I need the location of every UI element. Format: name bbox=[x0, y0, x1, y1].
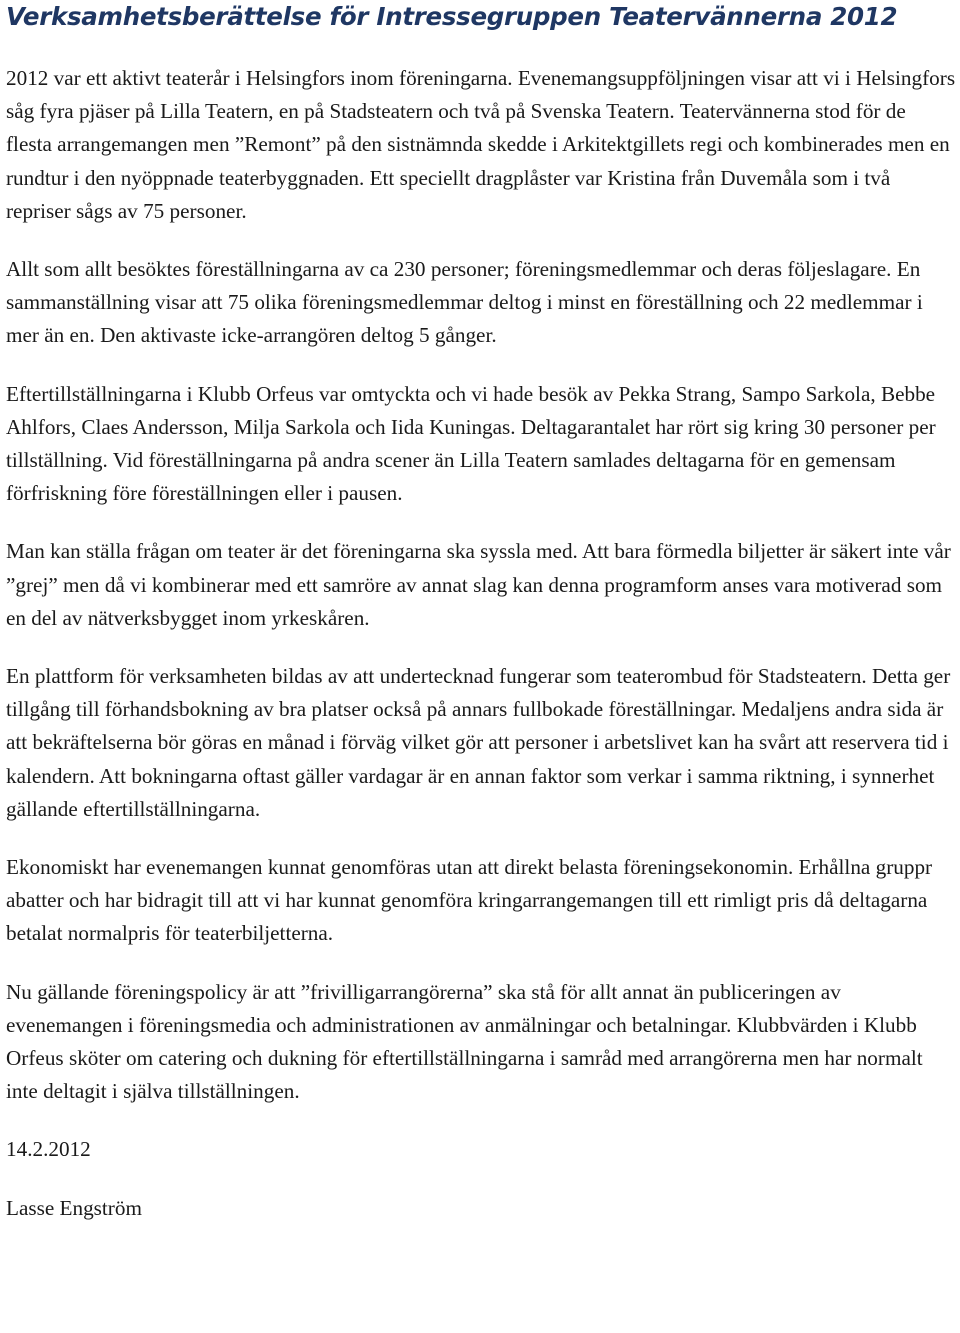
paragraph-platform: En plattform för verksamheten bildas av att undertecknad fungerar som teaterombud för Stadsteatern. Detta ger tillgång till förhandsbokning av bra platser också på annars fullbokade föreställningar. Medaljens andra sida är att bekräftelserna bör göras en månad i förväg vilket gör att personer i arbetslivet kan ha svårt att reservera tid i kalendern. Att bokningarna oftast gäller vardagar är en annan faktor som verkar i samma riktning, i synnerhet gällande eftertillställningarna. bbox=[6, 664, 951, 821]
document-signature: Lasse Engström bbox=[6, 1195, 142, 1220]
document-date: 14.2.2012 bbox=[6, 1137, 91, 1162]
paragraph-after-parties: Eftertillställningarna i Klubb Orfeus var omtyckta och vi hade besök av Pekka Strang, Sampo Sarkola, Bebbe Ahlfors, Claes Andersson, Milja Sarkola och Iida Kuningas. Deltagarantalet har rört sig kring 30 personer per tillställning. Vid föreställningarna på andra scener än Lilla Teatern samlades deltagarna för en gemensam förfriskning före föreställningen eller i pausen. bbox=[6, 381, 936, 506]
paragraph-purpose: Man kan ställa frågan om teater är det föreningarna ska syssla med. Att bara förmedla biljetter är säkert inte vår ”grej” men då vi kombinerar med ett samröre av annat slag kan denna programform anses vara motiverad som en del av nätverksbygget inom yrkeskåren. bbox=[6, 539, 951, 630]
document-title: Verksamhetsberättelse för Intressegruppen Teatervännerna 2012 bbox=[6, 2, 898, 31]
paragraph-attendance: Allt som allt besöktes föreställningarna av ca 230 personer; föreningsmedlemmar och deras följeslagare. En sammanställning visar att 75 olika föreningsmedlemmar deltog i minst en föreställning och 22 medlemmar i mer än en. Den aktivaste icke-arrangören deltog 5 gånger. bbox=[6, 257, 923, 348]
paragraph-policy: Nu gällande föreningspolicy är att ”frivilligarrangörerna” ska stå för allt annat än publiceringen av evenemangen i föreningsmedia och administrationen av anmälningar och betalningar. Klubbvärden i Klubb Orfeus sköter om catering och dukning för eftertillställningarna i samråd med arrangörerna men har normalt inte deltagit i själva tillställningen. bbox=[6, 979, 923, 1104]
paragraph-intro: 2012 var ett aktivt teaterår i Helsingfors inom föreningarna. Evenemangsuppföljningen visar att vi i Helsingfors såg fyra pjäser på Lilla Teatern, en på Stadsteatern och två på Svenska Teatern. Teatervännerna stod för de flesta arrangemangen men ”Remont” på den sistnämnda skedde i Arkitektgillets regi och kombinerades men en rundtur i den nyöppnade teaterbyggnaden. Ett speciellt dragplåster var Kristina från Duvemåla som i två repriser sågs av 75 personer. bbox=[6, 66, 956, 223]
paragraph-economy: Ekonomiskt har evenemangen kunnat genomföras utan att direkt belasta föreningsekonomin. Erhållna gruppr abatter och har bidragit till att vi har kunnat genomföra kringarrangemangen till ett rimligt pris då deltagarna betalat normalpris för teaterbiljetterna. bbox=[6, 855, 933, 946]
document-page bbox=[6, 0, 956, 1225]
